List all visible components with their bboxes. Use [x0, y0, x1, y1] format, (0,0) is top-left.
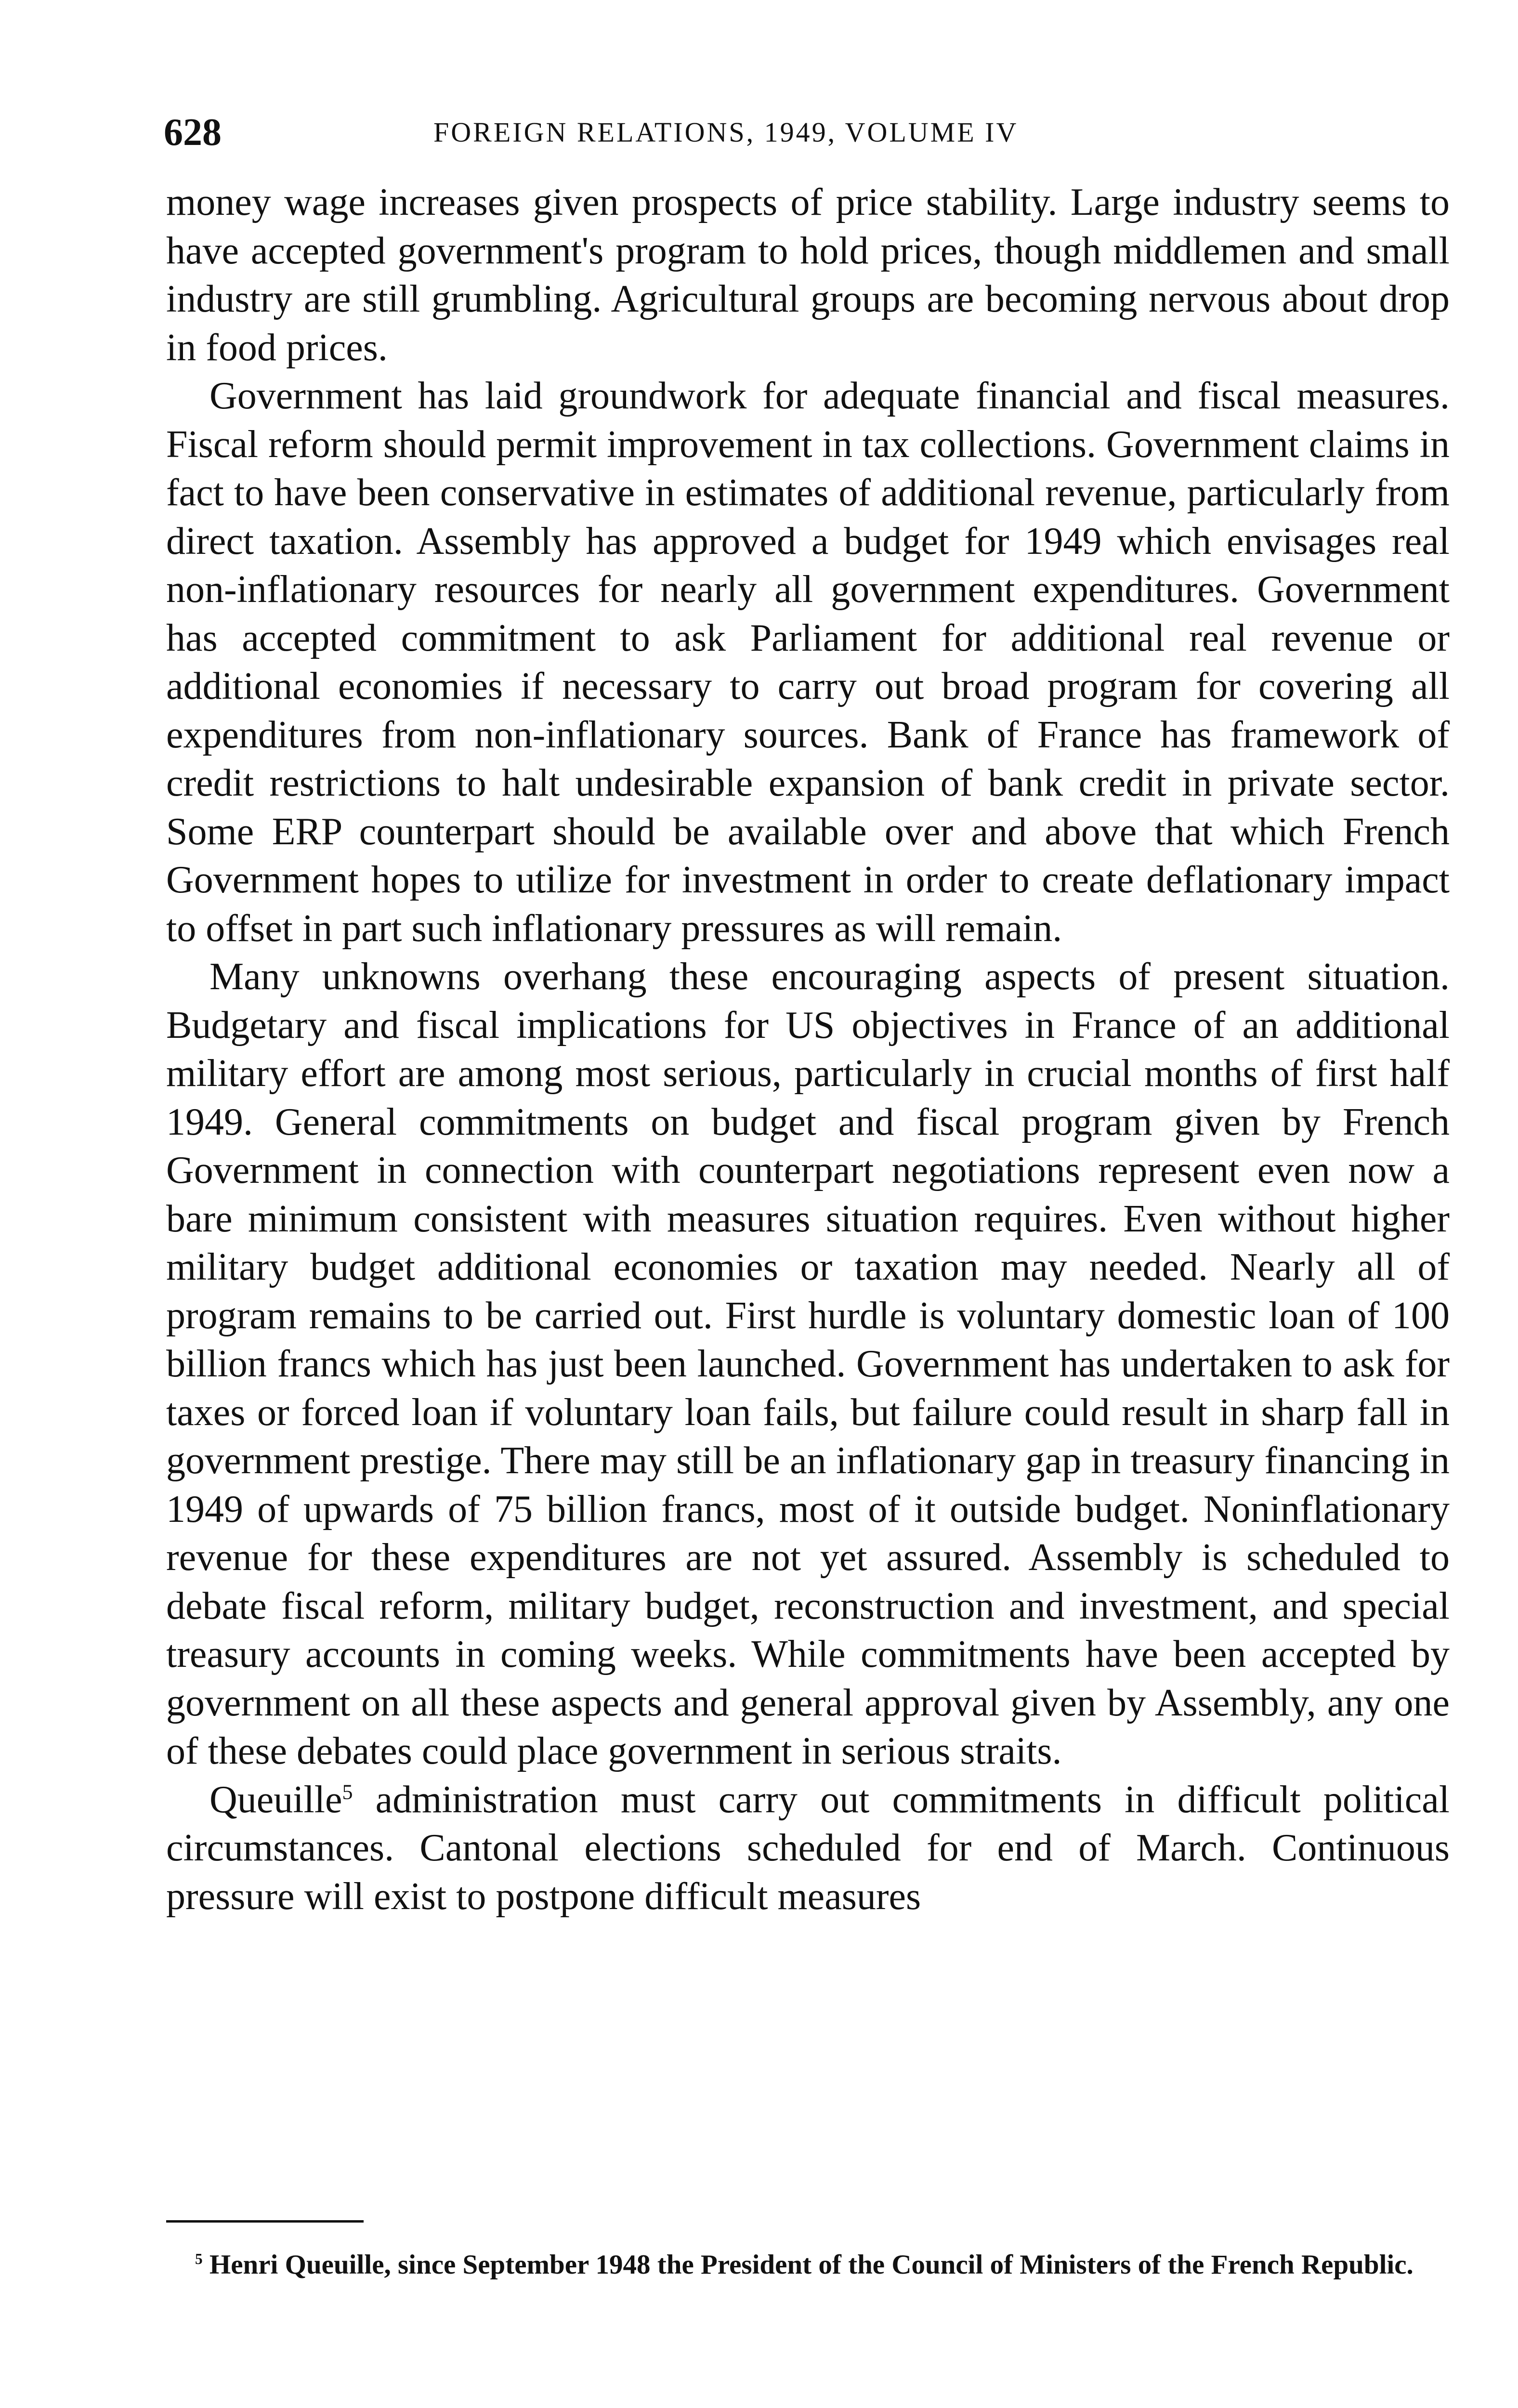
footnote-rule	[166, 2220, 364, 2223]
running-head	[164, 104, 1459, 161]
paragraph-queuille	[166, 1776, 1450, 1921]
footnote-marker: 5	[195, 2251, 203, 2267]
queuille-name: Queuille	[209, 1778, 342, 1821]
footnote	[166, 2247, 1450, 2283]
page-number: 628	[164, 111, 222, 154]
body-text	[166, 178, 1450, 1921]
running-title: FOREIGN RELATIONS, 1949, VOLUME IV	[433, 117, 1019, 148]
paragraph-continuation: money wage increases given prospects of price stability. Large industry seems to have accepted government's program to hold prices, though middlemen and small industry are still grumbling. Agricultural groups are becoming nervous about drop in food prices.	[166, 181, 1450, 369]
paragraph-unknowns: Many unknowns overhang these encouraging aspects of present situation. Budgetary and fiscal implications for US objectives in France of an additional military effort are among most serious, particularly in crucial months of first half 1949. General commitments on budget and fiscal program given by French Government in connection with counterpart negotiations represent even now a bare minimum consistent with measures situation requires. Even without higher military budget additional economies or taxation may needed. Nearly all of program remains to be carried out. First hurdle is voluntary domestic loan of 100 billion francs which has just been launched. Government has undertaken to ask for taxes or forced loan if voluntary loan fails, but failure could result in sharp fall in government prestige. There may still be an inflationary gap in treasury financing in 1949 of upwards of 75 billion francs, most of it outside budget. Noninflationary revenue for these expenditures are not yet assured. Assembly is scheduled to debate fiscal reform, military budget, reconstruction and investment, and special treasury accounts in coming weeks. While commitments have been accepted by government on all these aspects and general approval given by Assembly, any one of these debates could place government in serious straits.	[166, 955, 1450, 1772]
footnote-reference: 5	[342, 1780, 353, 1804]
queuille-paragraph-text: administration must carry out commitments in difficult political circumstances. Cantonal elections scheduled for end of March. Continuous pressure will exist to postpone difficult measures	[166, 1778, 1450, 1918]
paragraph-fiscal-groundwork: Government has laid groundwork for adequate financial and fiscal measures. Fiscal reform should permit improvement in tax collections. Government claims in fact to have been conservative in estimates of additional revenue, particularly from direct taxation. Assembly has approved a budget for 1949 which envisages real non-inflationary resources for nearly all government expenditures. Government has accepted commitment to ask Parliament for additional real revenue or additional economies if necessary to carry out broad program for covering all expenditures from non-inflationary sources. Bank of France has framework of credit restrictions to halt undesirable expansion of bank credit in private sector. Some ERP counterpart should be available over and above that which French Government hopes to utilize for investment in order to create deflationary impact to offset in part such inflationary pressures as will remain.	[166, 375, 1450, 950]
footnote-text: Henri Queuille, since September 1948 the President of the Council of Ministers of the French Republic.	[209, 2250, 1413, 2280]
